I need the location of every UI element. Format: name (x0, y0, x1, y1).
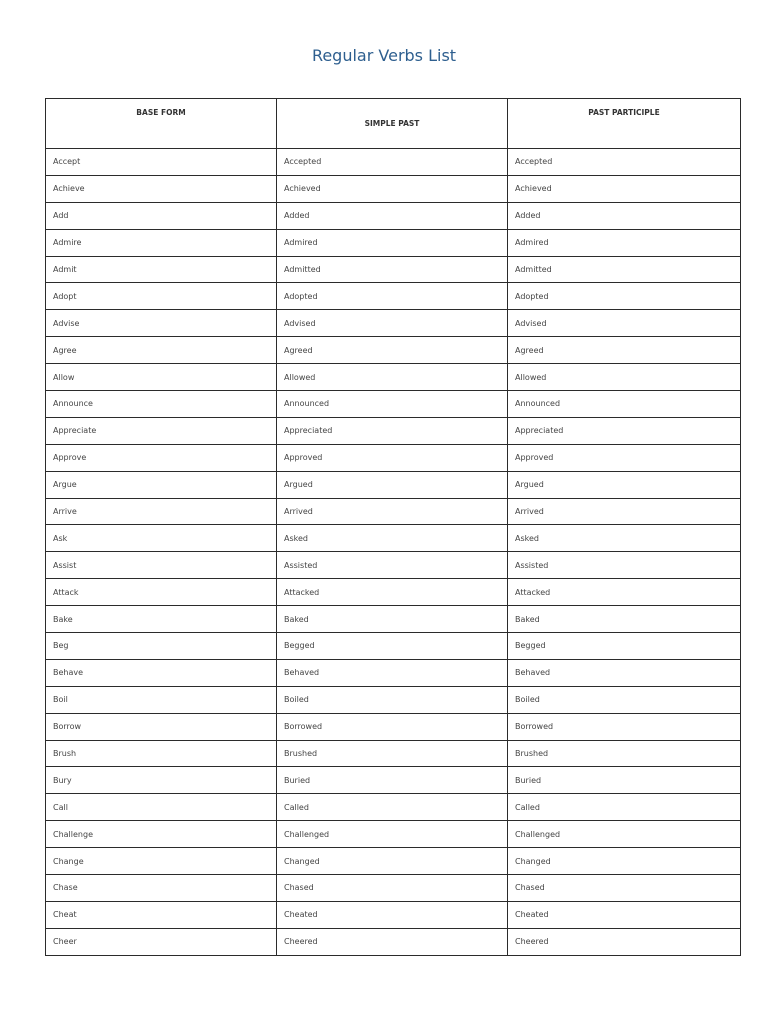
base-form-cell: Admit (46, 256, 277, 283)
base-form-cell: Achieve (46, 175, 277, 202)
base-form-cell: Chase (46, 875, 277, 902)
simple-past-cell: Accepted (277, 149, 508, 176)
table-row (46, 391, 741, 418)
past-participle-cell: Admitted (508, 256, 741, 283)
table-row (46, 229, 741, 256)
past-participle-cell: Approved (508, 444, 741, 471)
table-row (46, 283, 741, 310)
table-row (46, 337, 741, 364)
table-row (46, 794, 741, 821)
base-form-cell: Beg (46, 633, 277, 660)
simple-past-cell: Brushed (277, 740, 508, 767)
simple-past-cell: Assisted (277, 552, 508, 579)
simple-past-cell: Appreciated (277, 417, 508, 444)
past-participle-cell: Appreciated (508, 417, 741, 444)
base-form-cell: Brush (46, 740, 277, 767)
base-form-cell: Change (46, 848, 277, 875)
base-form-cell: Adopt (46, 283, 277, 310)
base-form-cell: Attack (46, 579, 277, 606)
base-form-cell: Borrow (46, 713, 277, 740)
past-participle-cell: Baked (508, 606, 741, 633)
simple-past-cell: Behaved (277, 659, 508, 686)
simple-past-cell: Announced (277, 391, 508, 418)
simple-past-cell: Advised (277, 310, 508, 337)
base-form-cell: Add (46, 202, 277, 229)
header-base-form: BASE FORM (46, 99, 277, 149)
base-form-cell: Approve (46, 444, 277, 471)
table-row (46, 444, 741, 471)
table-row (46, 175, 741, 202)
past-participle-cell: Attacked (508, 579, 741, 606)
past-participle-cell: Chased (508, 875, 741, 902)
table-row (46, 256, 741, 283)
base-form-cell: Bury (46, 767, 277, 794)
base-form-cell: Allow (46, 364, 277, 391)
table-row (46, 552, 741, 579)
table-row (46, 417, 741, 444)
table-row (46, 928, 741, 955)
past-participle-cell: Behaved (508, 659, 741, 686)
past-participle-cell: Achieved (508, 175, 741, 202)
simple-past-cell: Admired (277, 229, 508, 256)
table-row (46, 579, 741, 606)
simple-past-cell: Achieved (277, 175, 508, 202)
base-form-cell: Agree (46, 337, 277, 364)
base-form-cell: Boil (46, 686, 277, 713)
past-participle-cell: Accepted (508, 149, 741, 176)
past-participle-cell: Arrived (508, 498, 741, 525)
base-form-cell: Cheat (46, 901, 277, 928)
past-participle-cell: Agreed (508, 337, 741, 364)
verbs-table (45, 98, 741, 956)
table-row (46, 202, 741, 229)
base-form-cell: Announce (46, 391, 277, 418)
past-participle-cell: Added (508, 202, 741, 229)
simple-past-cell: Boiled (277, 686, 508, 713)
table-row (46, 633, 741, 660)
past-participle-cell: Asked (508, 525, 741, 552)
past-participle-cell: Challenged (508, 821, 741, 848)
past-participle-cell: Assisted (508, 552, 741, 579)
simple-past-cell: Argued (277, 471, 508, 498)
table-row (46, 471, 741, 498)
simple-past-cell: Adopted (277, 283, 508, 310)
table-row (46, 740, 741, 767)
past-participle-cell: Called (508, 794, 741, 821)
simple-past-cell: Cheered (277, 928, 508, 955)
table-row (46, 713, 741, 740)
simple-past-cell: Asked (277, 525, 508, 552)
table-row (46, 149, 741, 176)
table-row (46, 606, 741, 633)
base-form-cell: Assist (46, 552, 277, 579)
past-participle-cell: Announced (508, 391, 741, 418)
table-row (46, 525, 741, 552)
simple-past-cell: Baked (277, 606, 508, 633)
past-participle-cell: Brushed (508, 740, 741, 767)
table-body (46, 149, 741, 956)
base-form-cell: Accept (46, 149, 277, 176)
simple-past-cell: Admitted (277, 256, 508, 283)
table-row (46, 364, 741, 391)
table-row (46, 901, 741, 928)
base-form-cell: Behave (46, 659, 277, 686)
past-participle-cell: Boiled (508, 686, 741, 713)
header-past-participle: PAST PARTICIPLE (508, 99, 741, 149)
past-participle-cell: Borrowed (508, 713, 741, 740)
past-participle-cell: Changed (508, 848, 741, 875)
simple-past-cell: Buried (277, 767, 508, 794)
past-participle-cell: Allowed (508, 364, 741, 391)
simple-past-cell: Allowed (277, 364, 508, 391)
past-participle-cell: Advised (508, 310, 741, 337)
past-participle-cell: Admired (508, 229, 741, 256)
table-row (46, 875, 741, 902)
past-participle-cell: Cheated (508, 901, 741, 928)
table-row (46, 767, 741, 794)
simple-past-cell: Challenged (277, 821, 508, 848)
past-participle-cell: Cheered (508, 928, 741, 955)
base-form-cell: Ask (46, 525, 277, 552)
simple-past-cell: Called (277, 794, 508, 821)
simple-past-cell: Cheated (277, 901, 508, 928)
base-form-cell: Admire (46, 229, 277, 256)
base-form-cell: Arrive (46, 498, 277, 525)
base-form-cell: Challenge (46, 821, 277, 848)
base-form-cell: Argue (46, 471, 277, 498)
table-row (46, 821, 741, 848)
past-participle-cell: Buried (508, 767, 741, 794)
simple-past-cell: Arrived (277, 498, 508, 525)
table-row (46, 659, 741, 686)
table-row (46, 498, 741, 525)
table-header-row (46, 99, 741, 149)
page-title: Regular Verbs List (311, 46, 457, 65)
simple-past-cell: Attacked (277, 579, 508, 606)
simple-past-cell: Chased (277, 875, 508, 902)
base-form-cell: Cheer (46, 928, 277, 955)
simple-past-cell: Added (277, 202, 508, 229)
table-row (46, 848, 741, 875)
base-form-cell: Advise (46, 310, 277, 337)
past-participle-cell: Begged (508, 633, 741, 660)
simple-past-cell: Approved (277, 444, 508, 471)
base-form-cell: Call (46, 794, 277, 821)
simple-past-cell: Borrowed (277, 713, 508, 740)
simple-past-cell: Begged (277, 633, 508, 660)
simple-past-cell: Agreed (277, 337, 508, 364)
table-row (46, 310, 741, 337)
table-row (46, 686, 741, 713)
base-form-cell: Appreciate (46, 417, 277, 444)
base-form-cell: Bake (46, 606, 277, 633)
past-participle-cell: Adopted (508, 283, 741, 310)
header-simple-past: SIMPLE PAST (277, 99, 508, 149)
simple-past-cell: Changed (277, 848, 508, 875)
past-participle-cell: Argued (508, 471, 741, 498)
